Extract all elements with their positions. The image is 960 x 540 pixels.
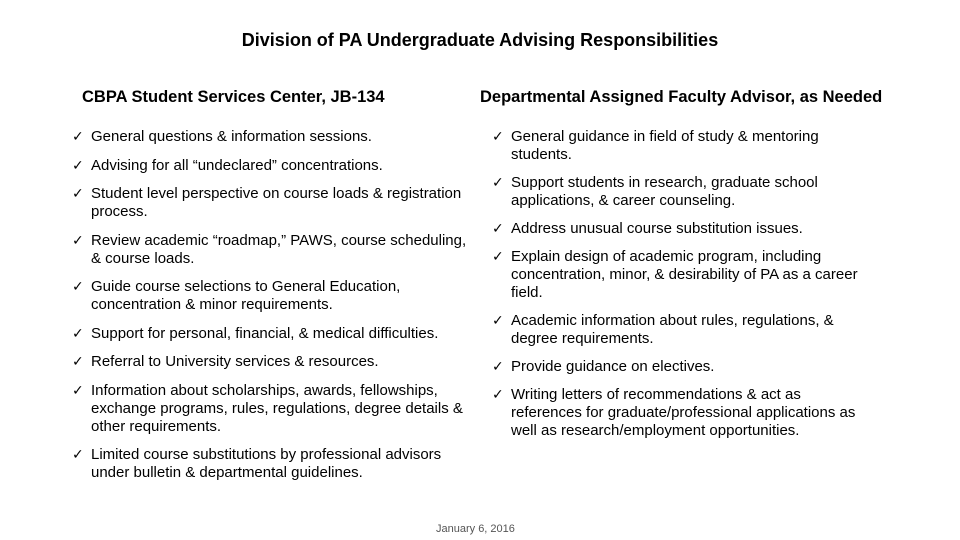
list-item: [72, 446, 472, 482]
list-item-text: Explain design of academic program, including concentration, minor, & desirability of PA as a career field.: [511, 248, 858, 301]
list-item: [72, 185, 472, 221]
checkmark-icon: ✓: [492, 313, 504, 329]
footer-date: January 6, 2016: [436, 523, 515, 535]
checkmark-icon: ✓: [492, 129, 504, 145]
list-item-text: Support students in research, graduate school applications, & career counseling.: [511, 174, 818, 209]
list-item: [72, 382, 472, 436]
list-item: [72, 278, 472, 314]
checkmark-icon: ✓: [492, 387, 504, 403]
checkmark-icon: ✓: [72, 325, 84, 342]
list-item: [492, 358, 872, 376]
checkmark-icon: ✓: [72, 447, 84, 463]
list-item: [72, 232, 472, 268]
checkmark-icon: ✓: [72, 129, 84, 145]
list-item-text: General guidance in field of study & mentoring students.: [511, 128, 819, 163]
checkmark-icon: ✓: [72, 279, 84, 295]
list-item: [72, 128, 472, 146]
list-item: [72, 353, 472, 371]
list-item-text: Limited course substitutions by professional advisors under bulletin & departmental guidelines.: [91, 446, 442, 481]
list-item-text: Referral to University services & resources.: [91, 353, 379, 370]
list-item: [72, 325, 472, 343]
page-title: Division of PA Undergraduate Advising Responsibilities: [241, 30, 719, 50]
list-item-text: General questions & information sessions.: [91, 128, 372, 145]
checkmark-icon: ✓: [72, 232, 84, 249]
list-item: [72, 157, 472, 175]
right-responsibilities-list: [492, 128, 872, 450]
checkmark-icon: ✓: [492, 249, 504, 265]
list-item-text: Academic information about rules, regulations, & degree requirements.: [511, 312, 834, 347]
checkmark-icon: ✓: [72, 382, 84, 399]
list-item: [492, 312, 872, 348]
left-responsibilities-list: [72, 128, 472, 493]
list-item: [492, 220, 872, 238]
checkmark-icon: ✓: [492, 175, 504, 191]
list-item: [492, 386, 872, 440]
left-column-heading: CBPA Student Services Center, JB-134: [82, 88, 385, 106]
checkmark-icon: ✓: [492, 221, 504, 237]
list-item-text: Information about scholarships, awards, fellowships, exchange programs, rules, regulations, degree details & other requirements.: [91, 381, 463, 435]
list-item: [492, 128, 872, 164]
list-item-text: Address unusual course substitution issues.: [511, 220, 803, 237]
list-item-text: Review academic “roadmap,” PAWS, course scheduling, & course loads.: [91, 231, 467, 267]
list-item-text: Support for personal, financial, & medical difficulties.: [91, 324, 439, 342]
list-item-text: Guide course selections to General Education, concentration & minor requirements.: [91, 278, 401, 313]
right-column-heading: Departmental Assigned Faculty Advisor, as Needed: [480, 88, 883, 106]
list-item: [492, 174, 872, 210]
list-item-text: Writing letters of recommendations & act as references for graduate/professional applications as well as research/employment opportunities.: [511, 386, 856, 439]
checkmark-icon: ✓: [492, 359, 504, 375]
checkmark-icon: ✓: [72, 186, 84, 202]
list-item-text: Advising for all “undeclared” concentrations.: [91, 156, 383, 174]
list-item-text: Provide guidance on electives.: [511, 358, 715, 375]
checkmark-icon: ✓: [72, 157, 84, 174]
list-item-text: Student level perspective on course loads & registration process.: [91, 185, 462, 220]
checkmark-icon: ✓: [72, 354, 84, 370]
list-item: [492, 248, 872, 302]
